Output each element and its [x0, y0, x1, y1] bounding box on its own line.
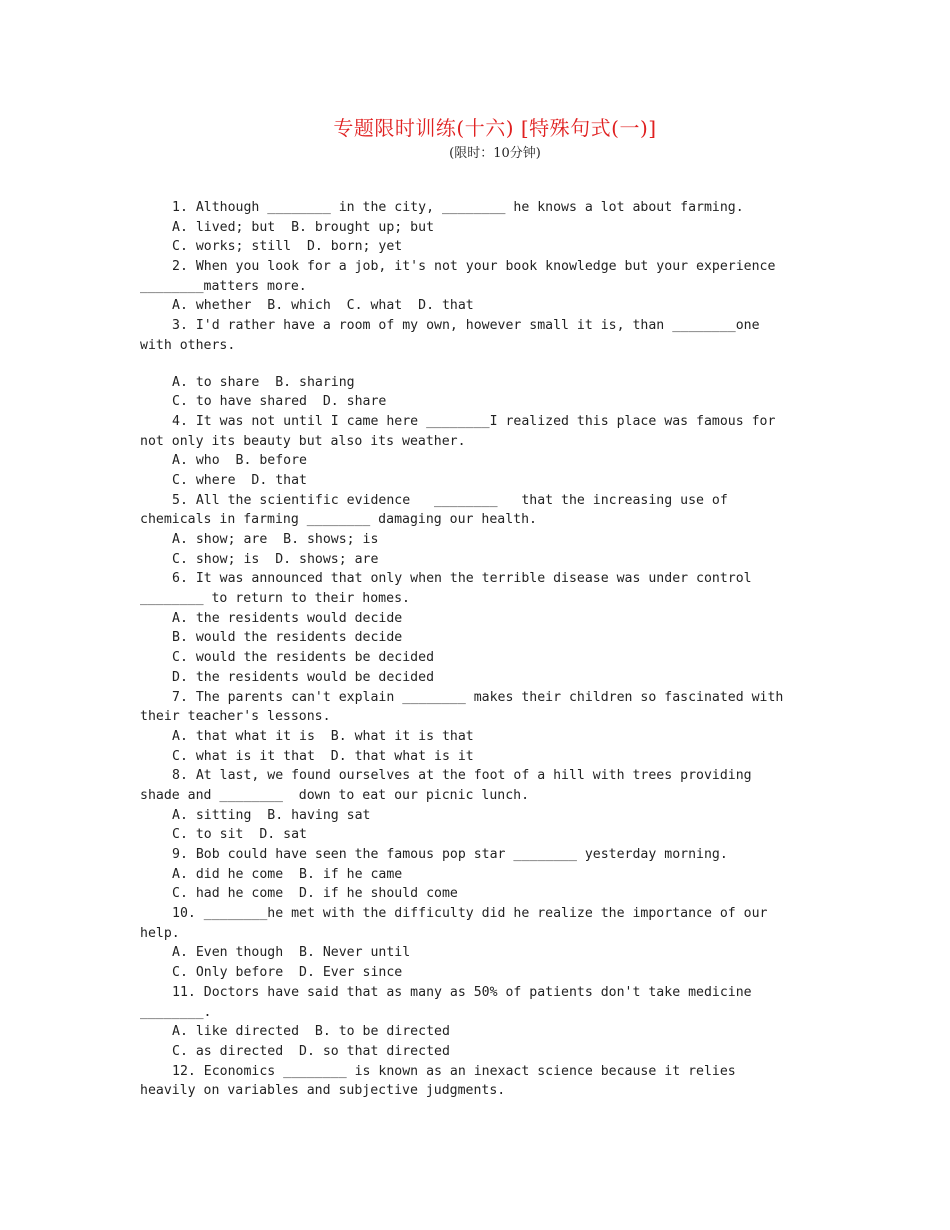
time-limit-subtitle: (限时：10分钟) [449, 146, 541, 161]
spacer [140, 356, 820, 373]
question-item [140, 316, 820, 412]
answer-options: C. works; still D. born; yet [172, 239, 403, 255]
answer-options: A. whether B. which C. what D. that [172, 298, 474, 314]
question-stem-continued: help. [140, 925, 180, 941]
question-stem: 1. Although ________ in the city, ________ he knows a lot about farming. [172, 200, 744, 215]
question-item [140, 569, 820, 687]
answer-options: C. where D. that [172, 472, 307, 488]
answer-options: C. to sit D. sat [172, 827, 307, 843]
question-stem-continued: their teacher's lessons. [140, 709, 331, 725]
answer-options: A. to share B. sharing [172, 374, 355, 390]
question-stem: 8. At last, we found ourselves at the foot of a hill with trees providing [172, 768, 752, 784]
answer-options: C. as directed D. so that directed [172, 1043, 450, 1059]
question-item [140, 983, 820, 1062]
question-stem: 2. When you look for a job, it's not your book knowledge but your experience [172, 259, 776, 275]
question-list [140, 198, 820, 1101]
question-item [140, 845, 820, 904]
question-stem: 4. It was not until I came here ________I realized this place was famous for [172, 413, 776, 429]
answer-options: C. Only before D. Ever since [172, 965, 403, 981]
question-item [140, 1062, 820, 1101]
answer-options: C. show; is D. shows; are [172, 551, 379, 567]
answer-options: A. who B. before [172, 453, 307, 469]
question-stem: 10. ________he met with the difficulty did he realize the importance of our [172, 906, 768, 922]
answer-options: A. like directed B. to be directed [172, 1024, 450, 1040]
answer-options: C. had he come D. if he should come [172, 886, 458, 902]
question-stem-continued: ________. [140, 1004, 212, 1020]
answer-options: A. lived; but B. brought up; but [172, 219, 435, 235]
question-stem: 9. Bob could have seen the famous pop star ________ yesterday morning. [172, 847, 728, 862]
question-item [140, 766, 820, 845]
question-stem-continued: not only its beauty but also its weather. [140, 433, 466, 449]
question-stem: 12. Economics ________ is known as an inexact science because it relies [172, 1063, 736, 1079]
question-stem-continued: shade and ________ down to eat our picnic lunch. [140, 787, 530, 803]
answer-options: A. did he come B. if he came [172, 866, 403, 882]
answer-options: A. that what it is B. what it is that [172, 728, 474, 744]
answer-options: A. the residents would decide [172, 610, 403, 626]
page-title: 专题限时训练(十六) [特殊句式(一)] [333, 116, 657, 140]
question-item [140, 904, 820, 983]
answer-options: A. sitting B. having sat [172, 807, 371, 823]
question-stem-continued: heavily on variables and subjective judgments. [140, 1083, 506, 1099]
question-stem: 5. All the scientific evidence ________ that the increasing use of [172, 492, 728, 508]
question-stem-continued: with others. [140, 337, 236, 353]
question-item [140, 257, 820, 316]
answer-options: C. what is it that D. that what is it [172, 748, 474, 764]
question-item [140, 412, 820, 491]
question-stem-continued: ________matters more. [140, 278, 307, 294]
question-stem: 6. It was announced that only when the terrible disease was under control [172, 571, 752, 587]
question-stem: 7. The parents can't explain ________ makes their children so fascinated with [172, 689, 784, 705]
question-item [140, 198, 820, 257]
question-stem: 3. I'd rather have a room of my own, however small it is, than ________one [172, 318, 760, 334]
question-item [140, 491, 820, 570]
answer-options: C. to have shared D. share [172, 394, 387, 410]
question-item [140, 688, 820, 767]
answer-options: A. show; are B. shows; is [172, 532, 379, 547]
answer-options: B. would the residents decide [172, 630, 403, 646]
answer-options: A. Even though B. Never until [172, 945, 411, 961]
answer-options: D. the residents would be decided [172, 669, 435, 685]
answer-options: C. would the residents be decided [172, 650, 435, 666]
question-stem-continued: ________ to return to their homes. [140, 591, 410, 607]
question-stem: 11. Doctors have said that as many as 50% of patients don't take medicine [172, 984, 752, 1000]
question-stem-continued: chemicals in farming ________ damaging our health. [140, 512, 537, 528]
